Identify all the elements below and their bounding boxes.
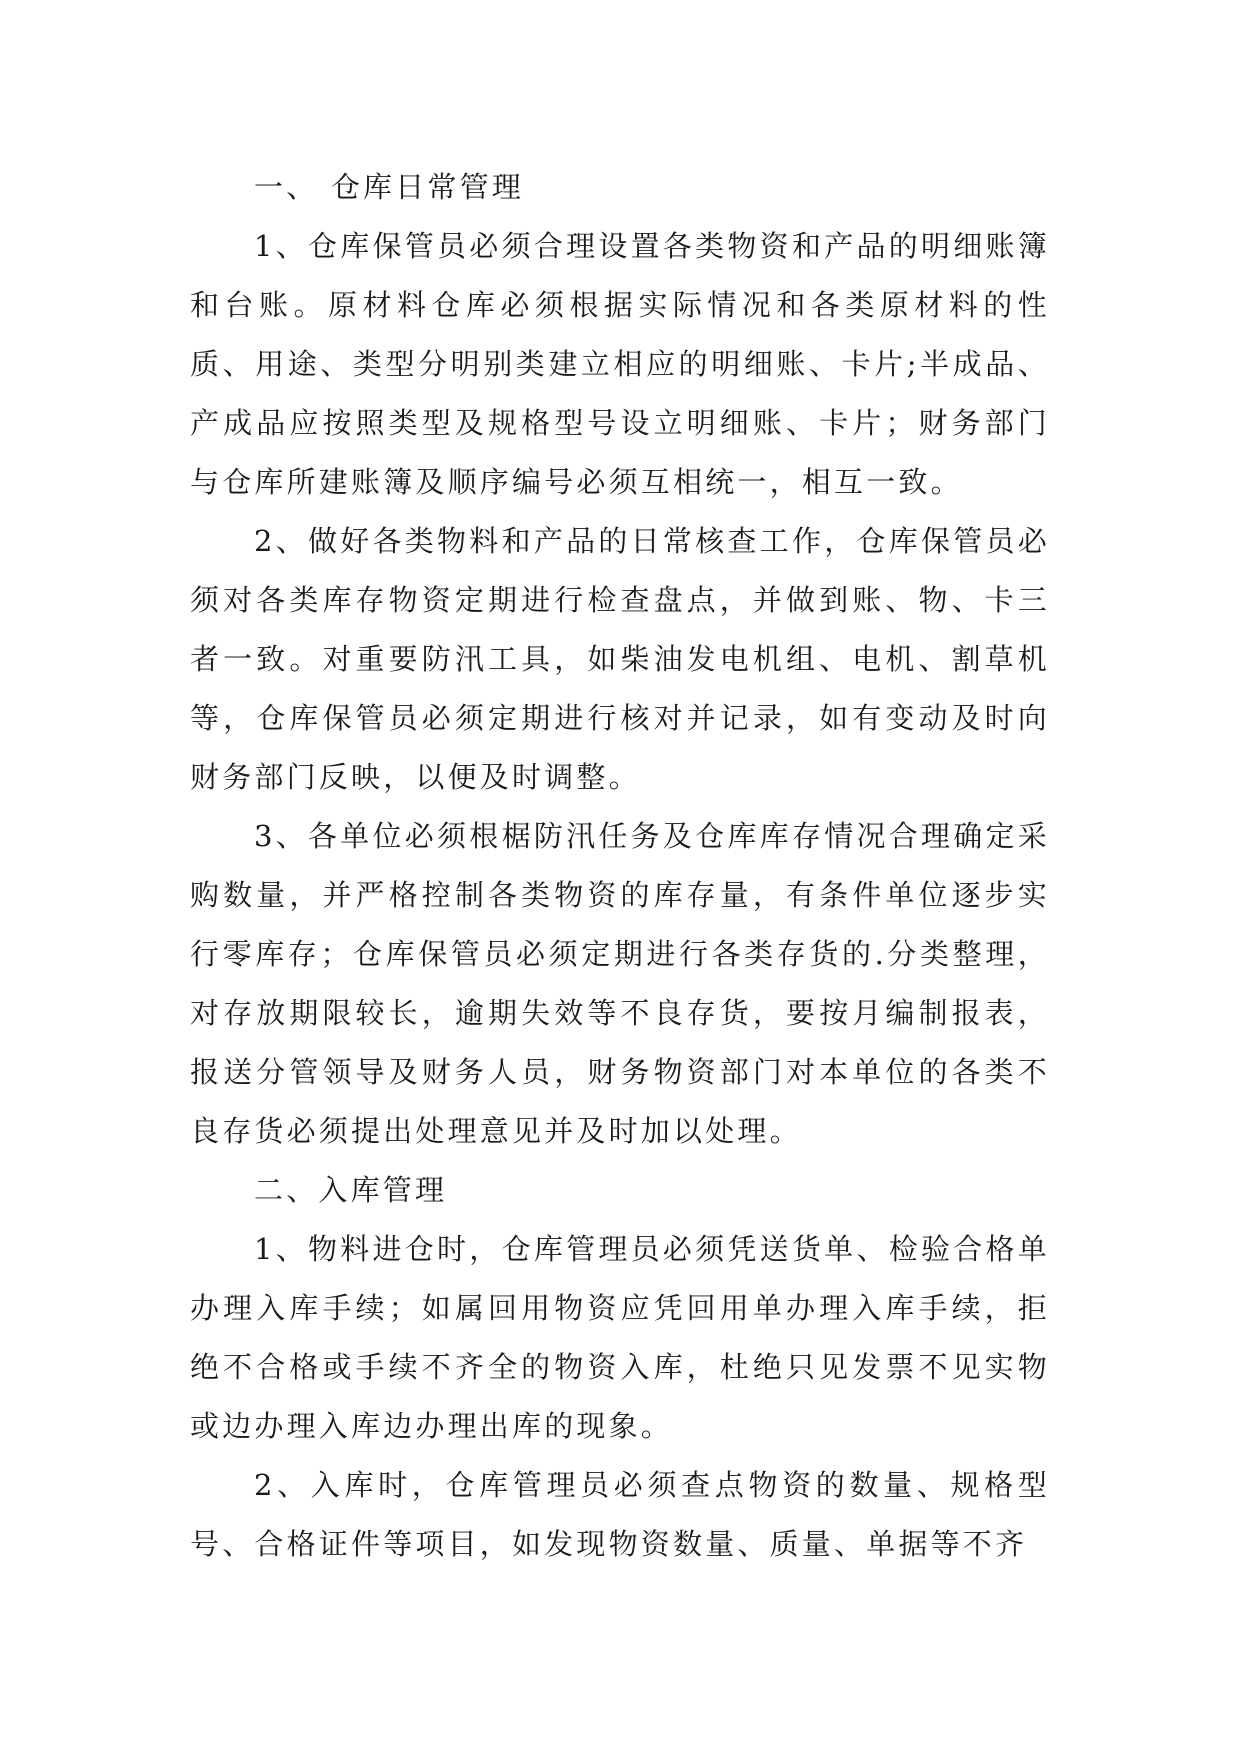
- paragraph-inbound-check: 2、入库时，仓库管理员必须查点物资的数量、规格型号、合格证件等项目，如发现物资数量、质量、单据等不齐: [190, 1468, 1050, 1561]
- section-heading-daily-management: 一、 仓库日常管理: [254, 170, 525, 204]
- paragraph-inbound-procedure: 1、物料进仓时，仓库管理员必须凭送货单、检验合格单办理入库手续；如属回用物资应凭回用单办理入库手续，拒绝不合格或手续不齐全的物资入库，杜绝只见发票不见实物或边办理入库边办理出库的现象。: [190, 1232, 1050, 1443]
- document-body: [190, 158, 1050, 1574]
- section-heading-inbound-management: 二、入库管理: [254, 1173, 448, 1207]
- paragraph-daily-inspection: 2、做好各类物料和产品的日常核查工作，仓库保管员必须对各类库存物资定期进行检查盘点，并做到账、物、卡三者一致。对重要防汛工具，如柴油发电机组、电机、割草机等，仓库保管员必须定期进行核对并记录，如有变动及时向财务部门反映，以便及时调整。: [190, 524, 1050, 794]
- paragraph-ledger-setup: 1、仓库保管员必须合理设置各类物资和产品的明细账簿和台账。原材料仓库必须根据实际情况和各类原材料的性质、用途、类型分明别类建立相应的明细账、卡片;半成品、产成品应按照类型及规格型号设立明细账、卡片；财务部门与仓库所建账簿及顺序编号必须互相统一，相互一致。: [190, 229, 1050, 499]
- paragraph-procurement-inventory: 3、各单位必须根椐防汛任务及仓库库存情况合理确定采购数量，并严格控制各类物资的库存量，有条件单位逐步实行零库存；仓库保管员必须定期进行各类存货的.分类整理，对存放期限较长，逾期失效等不良存货，要按月编制报表，报送分管领导及财务人员，财务物资部门对本单位的各类不良存货必须提出处理意见并及时加以处理。: [190, 819, 1050, 1148]
